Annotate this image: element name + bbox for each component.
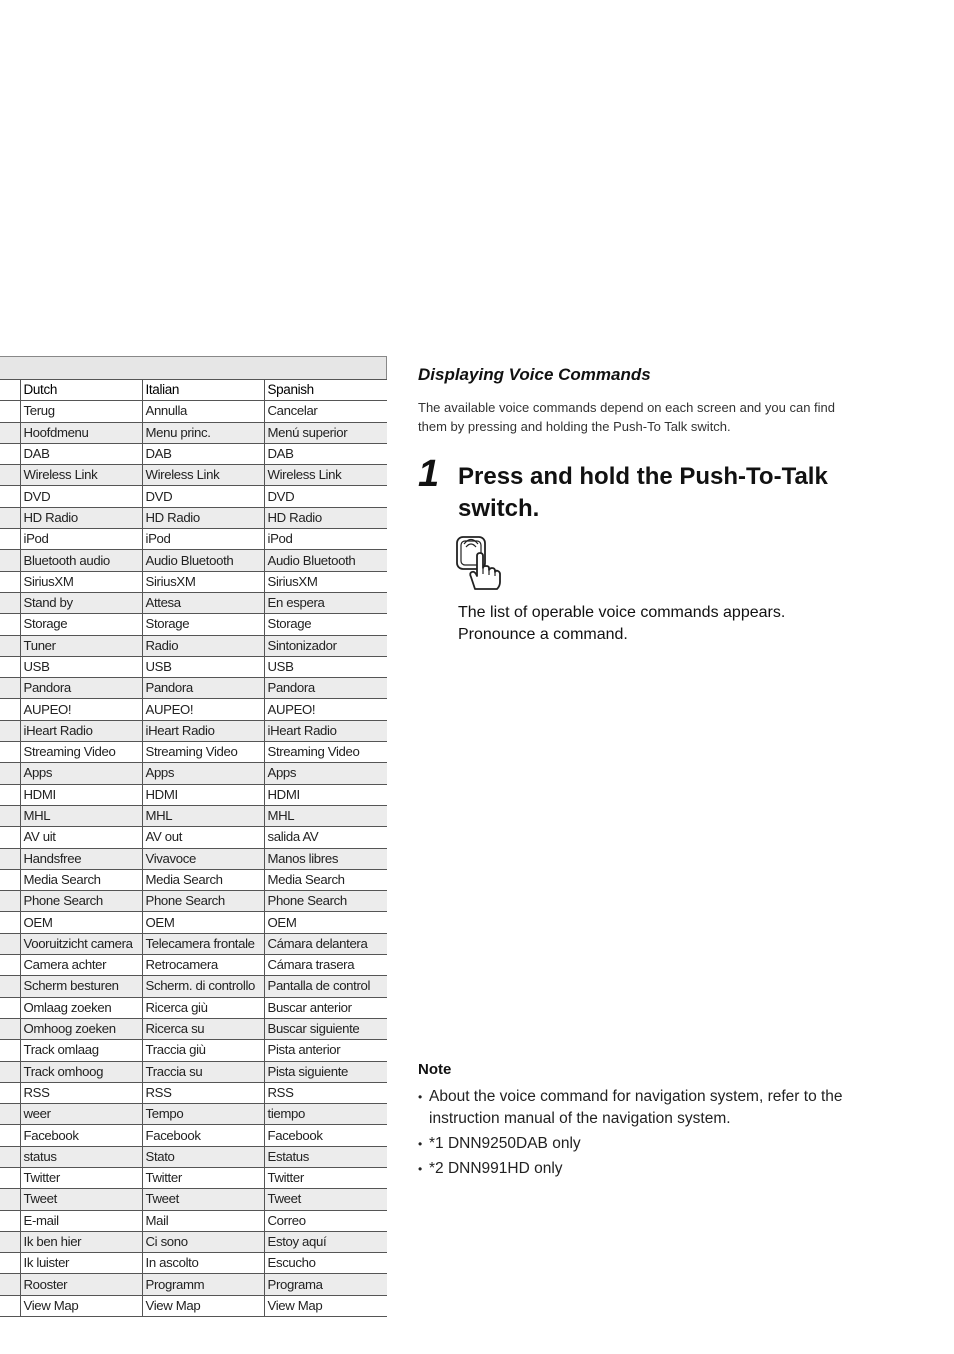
- cell-spanish: Programa: [264, 1274, 387, 1295]
- cell-spanish: Streaming Video: [264, 742, 387, 763]
- row-spacer-cell: [0, 635, 20, 656]
- cell-dutch: Bluetooth audio: [20, 550, 142, 571]
- cell-italian: Wireless Link: [142, 465, 264, 486]
- table-row: [0, 422, 387, 443]
- cell-italian: Menu princ.: [142, 422, 264, 443]
- table-row: [0, 1104, 387, 1125]
- table-row: [0, 1018, 387, 1039]
- row-spacer-cell: [0, 742, 20, 763]
- table-row: [0, 1253, 387, 1274]
- cell-dutch: iHeart Radio: [20, 720, 142, 741]
- cell-spanish: Cámara trasera: [264, 955, 387, 976]
- cell-italian: Vivavoce: [142, 848, 264, 869]
- cell-spanish: Wireless Link: [264, 465, 387, 486]
- table-row: [0, 1231, 387, 1252]
- section-intro: The available voice commands depend on each screen and you can find them by pressing and holding the Push-To Talk switch.: [418, 400, 835, 434]
- cell-spanish: En espera: [264, 592, 387, 613]
- cell-spanish: Phone Search: [264, 891, 387, 912]
- cell-spanish: RSS: [264, 1082, 387, 1103]
- row-spacer-cell: [0, 933, 20, 954]
- cell-dutch: Ik ben hier: [20, 1231, 142, 1252]
- step-title: Press and hold the Push-To-Talk switch.: [458, 463, 828, 522]
- cell-dutch: Phone Search: [20, 891, 142, 912]
- table-row: [0, 699, 387, 720]
- cell-spanish: Sintonizador: [264, 635, 387, 656]
- cell-italian: SiriusXM: [142, 571, 264, 592]
- note-item: • About the voice command for navigation system, refer to the instruction manual of the navigation system.: [418, 1086, 858, 1130]
- row-spacer-cell: [0, 1210, 20, 1231]
- cell-spanish: Cancelar: [264, 401, 387, 422]
- row-spacer-cell: [0, 465, 20, 486]
- cell-dutch: Storage: [20, 614, 142, 635]
- voice-command-table: [0, 356, 387, 1317]
- cell-spanish: salida AV: [264, 827, 387, 848]
- row-spacer-cell: [0, 891, 20, 912]
- cell-italian: View Map: [142, 1295, 264, 1316]
- table-row: [0, 486, 387, 507]
- table-row: [0, 1125, 387, 1146]
- cell-spanish: Audio Bluetooth: [264, 550, 387, 571]
- cell-spanish: DVD: [264, 486, 387, 507]
- column-header-spanish: Spanish: [264, 380, 387, 401]
- row-spacer-cell: [0, 1040, 20, 1061]
- row-spacer-cell: [0, 720, 20, 741]
- cell-dutch: USB: [20, 656, 142, 677]
- cell-spanish: Pista anterior: [264, 1040, 387, 1061]
- cell-spanish: Cámara delantera: [264, 933, 387, 954]
- step-result-line-1: The list of operable voice commands appears.: [458, 604, 786, 621]
- table-row: [0, 592, 387, 613]
- cell-dutch: DVD: [20, 486, 142, 507]
- cell-italian: Traccia su: [142, 1061, 264, 1082]
- cell-italian: DAB: [142, 443, 264, 464]
- note-item: • *1 DNN9250DAB only: [418, 1133, 858, 1155]
- table-row: [0, 1061, 387, 1082]
- cell-spanish: AUPEO!: [264, 699, 387, 720]
- row-spacer-cell: [0, 848, 20, 869]
- cell-spanish: Manos libres: [264, 848, 387, 869]
- note-title: Note: [418, 1061, 452, 1078]
- cell-dutch: Vooruitzicht camera: [20, 933, 142, 954]
- cell-spanish: Buscar anterior: [264, 997, 387, 1018]
- cell-spanish: Pantalla de control: [264, 976, 387, 997]
- table-row: [0, 1146, 387, 1167]
- cell-spanish: Buscar siguiente: [264, 1018, 387, 1039]
- cell-dutch: Scherm besturen: [20, 976, 142, 997]
- table-row: [0, 869, 387, 890]
- cell-italian: Retrocamera: [142, 955, 264, 976]
- cell-italian: Mail: [142, 1210, 264, 1231]
- cell-spanish: Estoy aquí: [264, 1231, 387, 1252]
- cell-italian: Twitter: [142, 1167, 264, 1188]
- row-spacer-cell: [0, 1189, 20, 1210]
- cell-italian: Programm: [142, 1274, 264, 1295]
- cell-italian: In ascolto: [142, 1253, 264, 1274]
- row-spacer-cell: [0, 401, 20, 422]
- table-row: [0, 656, 387, 677]
- table-header-row: [0, 380, 387, 401]
- table-row: [0, 1040, 387, 1061]
- push-to-talk-press-icon: [455, 532, 503, 594]
- cell-dutch: AUPEO!: [20, 699, 142, 720]
- cell-dutch: Omlaag zoeken: [20, 997, 142, 1018]
- column-header-italian: Italian: [142, 380, 264, 401]
- cell-dutch: Rooster: [20, 1274, 142, 1295]
- note-list: [418, 1086, 858, 1183]
- cell-italian: iHeart Radio: [142, 720, 264, 741]
- table-row: [0, 507, 387, 528]
- cell-italian: OEM: [142, 912, 264, 933]
- cell-spanish: MHL: [264, 805, 387, 826]
- cell-spanish: Apps: [264, 763, 387, 784]
- row-spacer-cell: [0, 443, 20, 464]
- table-row: [0, 443, 387, 464]
- cell-italian: Pandora: [142, 678, 264, 699]
- cell-italian: Telecamera frontale: [142, 933, 264, 954]
- column-header-dutch: Dutch: [20, 380, 142, 401]
- row-spacer-cell: [0, 678, 20, 699]
- row-spacer-cell: [0, 1146, 20, 1167]
- table-row: [0, 1210, 387, 1231]
- column-header-blank: [0, 380, 20, 401]
- table-row: [0, 933, 387, 954]
- cell-dutch: weer: [20, 1104, 142, 1125]
- cell-dutch: Tweet: [20, 1189, 142, 1210]
- cell-italian: Attesa: [142, 592, 264, 613]
- row-spacer-cell: [0, 529, 20, 550]
- cell-italian: RSS: [142, 1082, 264, 1103]
- table-row: [0, 1167, 387, 1188]
- step-result: [458, 602, 878, 646]
- table-row: [0, 678, 387, 699]
- cell-spanish: Twitter: [264, 1167, 387, 1188]
- table-row: [0, 848, 387, 869]
- cell-spanish: Menú superior: [264, 422, 387, 443]
- row-spacer-cell: [0, 1253, 20, 1274]
- row-spacer-cell: [0, 422, 20, 443]
- cell-dutch: SiriusXM: [20, 571, 142, 592]
- row-spacer-cell: [0, 976, 20, 997]
- row-spacer-cell: [0, 507, 20, 528]
- table-row: [0, 571, 387, 592]
- cell-dutch: E-mail: [20, 1210, 142, 1231]
- cell-dutch: Camera achter: [20, 955, 142, 976]
- cell-dutch: OEM: [20, 912, 142, 933]
- row-spacer-cell: [0, 656, 20, 677]
- cell-spanish: tiempo: [264, 1104, 387, 1125]
- cell-dutch: iPod: [20, 529, 142, 550]
- cell-dutch: Handsfree: [20, 848, 142, 869]
- row-spacer-cell: [0, 1231, 20, 1252]
- cell-dutch: RSS: [20, 1082, 142, 1103]
- table-row: [0, 805, 387, 826]
- row-spacer-cell: [0, 763, 20, 784]
- cell-italian: Ci sono: [142, 1231, 264, 1252]
- table-row: [0, 997, 387, 1018]
- table-row: [0, 1274, 387, 1295]
- cell-italian: Radio: [142, 635, 264, 656]
- row-spacer-cell: [0, 912, 20, 933]
- cell-dutch: Track omlaag: [20, 1040, 142, 1061]
- cell-italian: Tweet: [142, 1189, 264, 1210]
- step-result-line-2: Pronounce a command.: [458, 626, 628, 643]
- cell-italian: USB: [142, 656, 264, 677]
- cell-italian: Streaming Video: [142, 742, 264, 763]
- cell-italian: Apps: [142, 763, 264, 784]
- table-row: [0, 401, 387, 422]
- cell-italian: AV out: [142, 827, 264, 848]
- cell-spanish: iHeart Radio: [264, 720, 387, 741]
- row-spacer-cell: [0, 997, 20, 1018]
- cell-italian: Annulla: [142, 401, 264, 422]
- cell-spanish: Correo: [264, 1210, 387, 1231]
- table-row: [0, 465, 387, 486]
- cell-dutch: Apps: [20, 763, 142, 784]
- table-row: [0, 912, 387, 933]
- cell-italian: Media Search: [142, 869, 264, 890]
- cell-dutch: Track omhoog: [20, 1061, 142, 1082]
- cell-spanish: Pandora: [264, 678, 387, 699]
- row-spacer-cell: [0, 827, 20, 848]
- table-row: [0, 955, 387, 976]
- cell-dutch: Facebook: [20, 1125, 142, 1146]
- table-row: [0, 784, 387, 805]
- table-row: [0, 1295, 387, 1316]
- cell-spanish: OEM: [264, 912, 387, 933]
- row-spacer-cell: [0, 699, 20, 720]
- row-spacer-cell: [0, 784, 20, 805]
- cell-italian: Ricerca su: [142, 1018, 264, 1039]
- row-spacer-cell: [0, 571, 20, 592]
- cell-spanish: iPod: [264, 529, 387, 550]
- cell-italian: AUPEO!: [142, 699, 264, 720]
- cell-spanish: USB: [264, 656, 387, 677]
- cell-spanish: View Map: [264, 1295, 387, 1316]
- cell-dutch: View Map: [20, 1295, 142, 1316]
- cell-dutch: Media Search: [20, 869, 142, 890]
- table-top-band: [0, 356, 387, 379]
- row-spacer-cell: [0, 955, 20, 976]
- table-row: [0, 529, 387, 550]
- command-grid: [0, 379, 387, 1317]
- table-row: [0, 763, 387, 784]
- row-spacer-cell: [0, 550, 20, 571]
- cell-spanish: SiriusXM: [264, 571, 387, 592]
- cell-dutch: HDMI: [20, 784, 142, 805]
- row-spacer-cell: [0, 486, 20, 507]
- cell-spanish: Media Search: [264, 869, 387, 890]
- cell-italian: Scherm. di controllo: [142, 976, 264, 997]
- row-spacer-cell: [0, 805, 20, 826]
- cell-italian: Stato: [142, 1146, 264, 1167]
- row-spacer-cell: [0, 1018, 20, 1039]
- cell-italian: Tempo: [142, 1104, 264, 1125]
- cell-italian: Audio Bluetooth: [142, 550, 264, 571]
- note-item: • *2 DNN991HD only: [418, 1158, 858, 1180]
- cell-spanish: Tweet: [264, 1189, 387, 1210]
- cell-spanish: Pista siguiente: [264, 1061, 387, 1082]
- row-spacer-cell: [0, 1082, 20, 1103]
- cell-dutch: MHL: [20, 805, 142, 826]
- cell-italian: HDMI: [142, 784, 264, 805]
- row-spacer-cell: [0, 614, 20, 635]
- cell-spanish: HD Radio: [264, 507, 387, 528]
- cell-dutch: Hoofdmenu: [20, 422, 142, 443]
- cell-dutch: Tuner: [20, 635, 142, 656]
- table-row: [0, 614, 387, 635]
- row-spacer-cell: [0, 869, 20, 890]
- cell-dutch: Pandora: [20, 678, 142, 699]
- cell-spanish: Estatus: [264, 1146, 387, 1167]
- row-spacer-cell: [0, 1061, 20, 1082]
- cell-dutch: Stand by: [20, 592, 142, 613]
- row-spacer-cell: [0, 1125, 20, 1146]
- row-spacer-cell: [0, 1295, 20, 1316]
- cell-dutch: Wireless Link: [20, 465, 142, 486]
- cell-spanish: Escucho: [264, 1253, 387, 1274]
- cell-italian: Traccia giù: [142, 1040, 264, 1061]
- table-row: [0, 550, 387, 571]
- cell-italian: Ricerca giù: [142, 997, 264, 1018]
- cell-italian: Phone Search: [142, 891, 264, 912]
- cell-dutch: AV uit: [20, 827, 142, 848]
- cell-dutch: Ik luister: [20, 1253, 142, 1274]
- cell-italian: DVD: [142, 486, 264, 507]
- table-row: [0, 742, 387, 763]
- cell-dutch: Twitter: [20, 1167, 142, 1188]
- row-spacer-cell: [0, 1274, 20, 1295]
- cell-spanish: Facebook: [264, 1125, 387, 1146]
- row-spacer-cell: [0, 592, 20, 613]
- cell-italian: iPod: [142, 529, 264, 550]
- cell-dutch: HD Radio: [20, 507, 142, 528]
- cell-italian: Facebook: [142, 1125, 264, 1146]
- cell-dutch: status: [20, 1146, 142, 1167]
- cell-italian: HD Radio: [142, 507, 264, 528]
- cell-spanish: DAB: [264, 443, 387, 464]
- cell-dutch: Omhoog zoeken: [20, 1018, 142, 1039]
- table-row: [0, 1189, 387, 1210]
- table-row: [0, 891, 387, 912]
- table-row: [0, 635, 387, 656]
- table-row: [0, 720, 387, 741]
- cell-dutch: DAB: [20, 443, 142, 464]
- row-spacer-cell: [0, 1167, 20, 1188]
- table-row: [0, 1082, 387, 1103]
- cell-dutch: Terug: [20, 401, 142, 422]
- cell-spanish: HDMI: [264, 784, 387, 805]
- section-heading: Displaying Voice Commands: [418, 365, 651, 384]
- table-row: [0, 976, 387, 997]
- cell-italian: MHL: [142, 805, 264, 826]
- step-number: 1: [418, 453, 440, 495]
- cell-spanish: Storage: [264, 614, 387, 635]
- row-spacer-cell: [0, 1104, 20, 1125]
- cell-italian: Storage: [142, 614, 264, 635]
- cell-dutch: Streaming Video: [20, 742, 142, 763]
- table-row: [0, 827, 387, 848]
